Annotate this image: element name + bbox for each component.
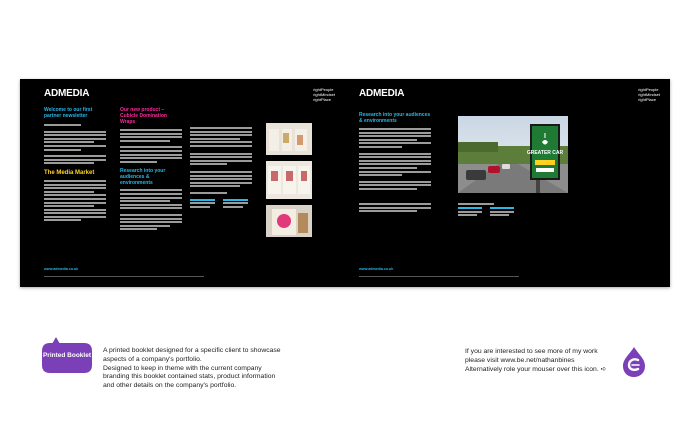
footer-contact-strip xyxy=(44,276,204,278)
cubicle-wrap-photo-1 xyxy=(266,123,312,155)
logo-icon[interactable] xyxy=(621,347,647,377)
contact-block-right xyxy=(458,203,518,218)
footer-contact-strip xyxy=(359,276,519,278)
product-section xyxy=(120,107,182,232)
portfolio-link[interactable]: www.be.net/nathanbines xyxy=(500,356,575,364)
welcome-section xyxy=(44,107,106,223)
admedia-logo: ADMEDIA xyxy=(359,88,405,99)
billboard-photo xyxy=(458,116,568,193)
booklet-spread-left xyxy=(20,79,345,287)
more-work-text: If you are interested to see more of my work please visit www.be.net/nathanbines Alternatively role your mouser over this icon. ➪ xyxy=(465,348,607,373)
cubicle-wrap-photo-2 xyxy=(266,161,312,199)
research-heading-left: Research into your audiences & environments xyxy=(120,168,166,187)
project-description: A printed booklet designed for a specific client to showcase aspects of a company's portfolio. Designed to keep in theme with the current company branding this booklet contained stats, product information and other details on the company's portfolio. xyxy=(103,347,281,390)
welcome-heading: Welcome to our first partner newsletter xyxy=(44,107,93,119)
media-market-heading: The Media Market xyxy=(44,169,95,176)
svg-text:I: I xyxy=(544,133,546,140)
brand-tagline: rightPeople rightMindset rightPlace xyxy=(638,87,660,102)
product-heading: Our new product – Cubicle Domination Wraps xyxy=(120,107,167,125)
research-caption-text xyxy=(359,203,431,214)
column-three-text xyxy=(190,127,252,209)
badge-label: Printed Booklet xyxy=(42,352,92,359)
website-link-right: www.admedia.co.uk xyxy=(359,267,394,271)
contact-block xyxy=(190,199,252,210)
research-heading-right: Research into your audiences & environments xyxy=(359,112,431,124)
admedia-logo: ADMEDIA xyxy=(44,88,90,99)
brand-tagline: rightPeople rightMindset rightPlace xyxy=(313,87,335,102)
cubicle-wrap-photo-3 xyxy=(266,205,312,237)
booklet-spread-right xyxy=(345,79,670,287)
research-section xyxy=(359,112,431,192)
billboard-headline: GREATER CAR xyxy=(526,150,564,156)
website-link-left: www.admedia.co.uk xyxy=(44,267,79,271)
